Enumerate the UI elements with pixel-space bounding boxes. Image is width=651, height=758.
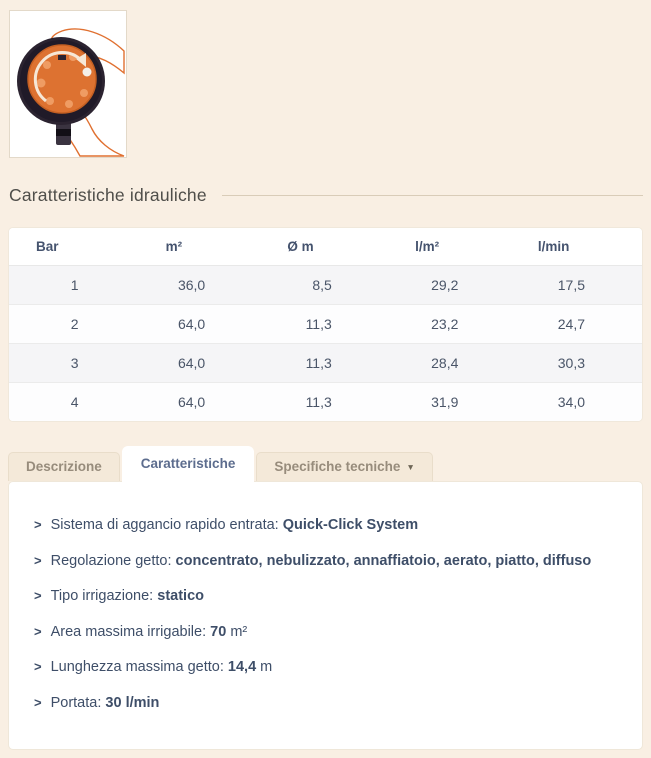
- table-cell: 11,3: [305, 394, 332, 410]
- table-cell: 28,4: [431, 355, 459, 371]
- column-header: l/m²: [389, 228, 516, 266]
- feature-list: [34, 516, 622, 713]
- feature-text: [51, 694, 160, 714]
- tab-bar: [8, 446, 643, 481]
- hydraulic-table-card: [8, 227, 643, 422]
- table-cell: 17,5: [557, 277, 585, 293]
- table-cell: 64,0: [177, 394, 206, 410]
- feature-value: 70: [210, 623, 227, 640]
- tab-descrizione[interactable]: [8, 452, 120, 481]
- feature-text: [51, 587, 204, 607]
- table-row: [9, 305, 642, 344]
- table-row: [9, 383, 642, 422]
- table-cell: 23,2: [431, 316, 459, 332]
- table-cell: 64,0: [177, 355, 206, 371]
- table-cell: 3: [70, 355, 79, 371]
- table-cell: 29,2: [431, 277, 459, 293]
- sprinkler-rotation-illustration: [10, 11, 126, 157]
- feature-value: 30 l/min: [105, 694, 160, 711]
- table-row: [9, 266, 642, 305]
- feature-label: Area massima irrigabile:: [50, 623, 211, 640]
- hydraulic-table: [9, 228, 642, 421]
- product-thumbnail[interactable]: [9, 10, 127, 158]
- table-header-row: [9, 228, 642, 266]
- section-header: [9, 185, 643, 206]
- table-cell: 24,7: [557, 316, 585, 332]
- feature-label: Portata:: [50, 694, 106, 711]
- tab-label: Caratteristiche: [140, 456, 236, 471]
- table-cell: 31,9: [431, 394, 459, 410]
- feature-text: [51, 658, 273, 678]
- section-title: Caratteristiche idrauliche: [9, 185, 207, 205]
- chevron-right-icon: >: [34, 623, 42, 639]
- heading-rule: [222, 195, 643, 196]
- feature-item: [34, 658, 622, 678]
- column-header: m²: [136, 228, 263, 266]
- feature-text: [51, 516, 419, 536]
- stem-band: [56, 129, 71, 136]
- tab-panel: [8, 481, 643, 750]
- column-header: Ø m: [262, 228, 389, 266]
- tab-label: Descrizione: [26, 459, 102, 474]
- column-header: l/min: [515, 228, 642, 266]
- feature-item: [34, 587, 622, 607]
- feature-value: 14,4: [227, 659, 257, 676]
- chevron-right-icon: >: [34, 517, 42, 532]
- feature-item: [34, 516, 622, 536]
- column-header: Bar: [9, 228, 136, 266]
- feature-label: Lunghezza massima getto:: [50, 659, 228, 676]
- feature-item: [34, 623, 622, 643]
- chevron-right-icon: >: [34, 694, 42, 710]
- feature-label: Tipo irrigazione:: [50, 588, 158, 605]
- feature-label: Regolazione getto:: [50, 552, 176, 569]
- table-cell: 11,3: [305, 316, 332, 332]
- table-cell: 34,0: [557, 394, 585, 410]
- tab-caratteristiche[interactable]: [122, 446, 255, 482]
- chevron-right-icon: >: [34, 659, 42, 675]
- table-cell: 11,3: [305, 355, 332, 371]
- table-cell: 4: [70, 394, 79, 410]
- feature-value: Quick-Click System: [282, 517, 419, 533]
- chevron-right-icon: >: [34, 552, 42, 568]
- feature-unit: m: [256, 659, 273, 676]
- tab-specifiche-tecniche[interactable]: [256, 452, 432, 481]
- chevron-right-icon: >: [34, 588, 42, 604]
- feature-text: [51, 552, 592, 572]
- table-cell: 1: [70, 277, 79, 293]
- tab-label: Specifiche tecniche: [274, 459, 401, 474]
- table-body: [9, 266, 642, 422]
- feature-unit: m²: [226, 623, 248, 640]
- feature-item: [34, 694, 622, 714]
- table-cell: 2: [70, 316, 79, 332]
- chevron-down-icon: ▼: [406, 462, 415, 472]
- table-cell: 36,0: [177, 277, 206, 293]
- feature-item: [34, 552, 622, 572]
- feature-value: statico: [157, 588, 204, 605]
- feature-value: concentrato, nebulizzato, annaffiatoio, aerato, piatto, diffuso: [175, 552, 592, 569]
- table-cell: 8,5: [312, 277, 332, 293]
- table-cell: 64,0: [177, 316, 206, 332]
- feature-label: Sistema di aggancio rapido entrata:: [50, 517, 283, 533]
- feature-text: [51, 623, 248, 643]
- table-cell: 30,3: [557, 355, 585, 371]
- table-row: [9, 344, 642, 383]
